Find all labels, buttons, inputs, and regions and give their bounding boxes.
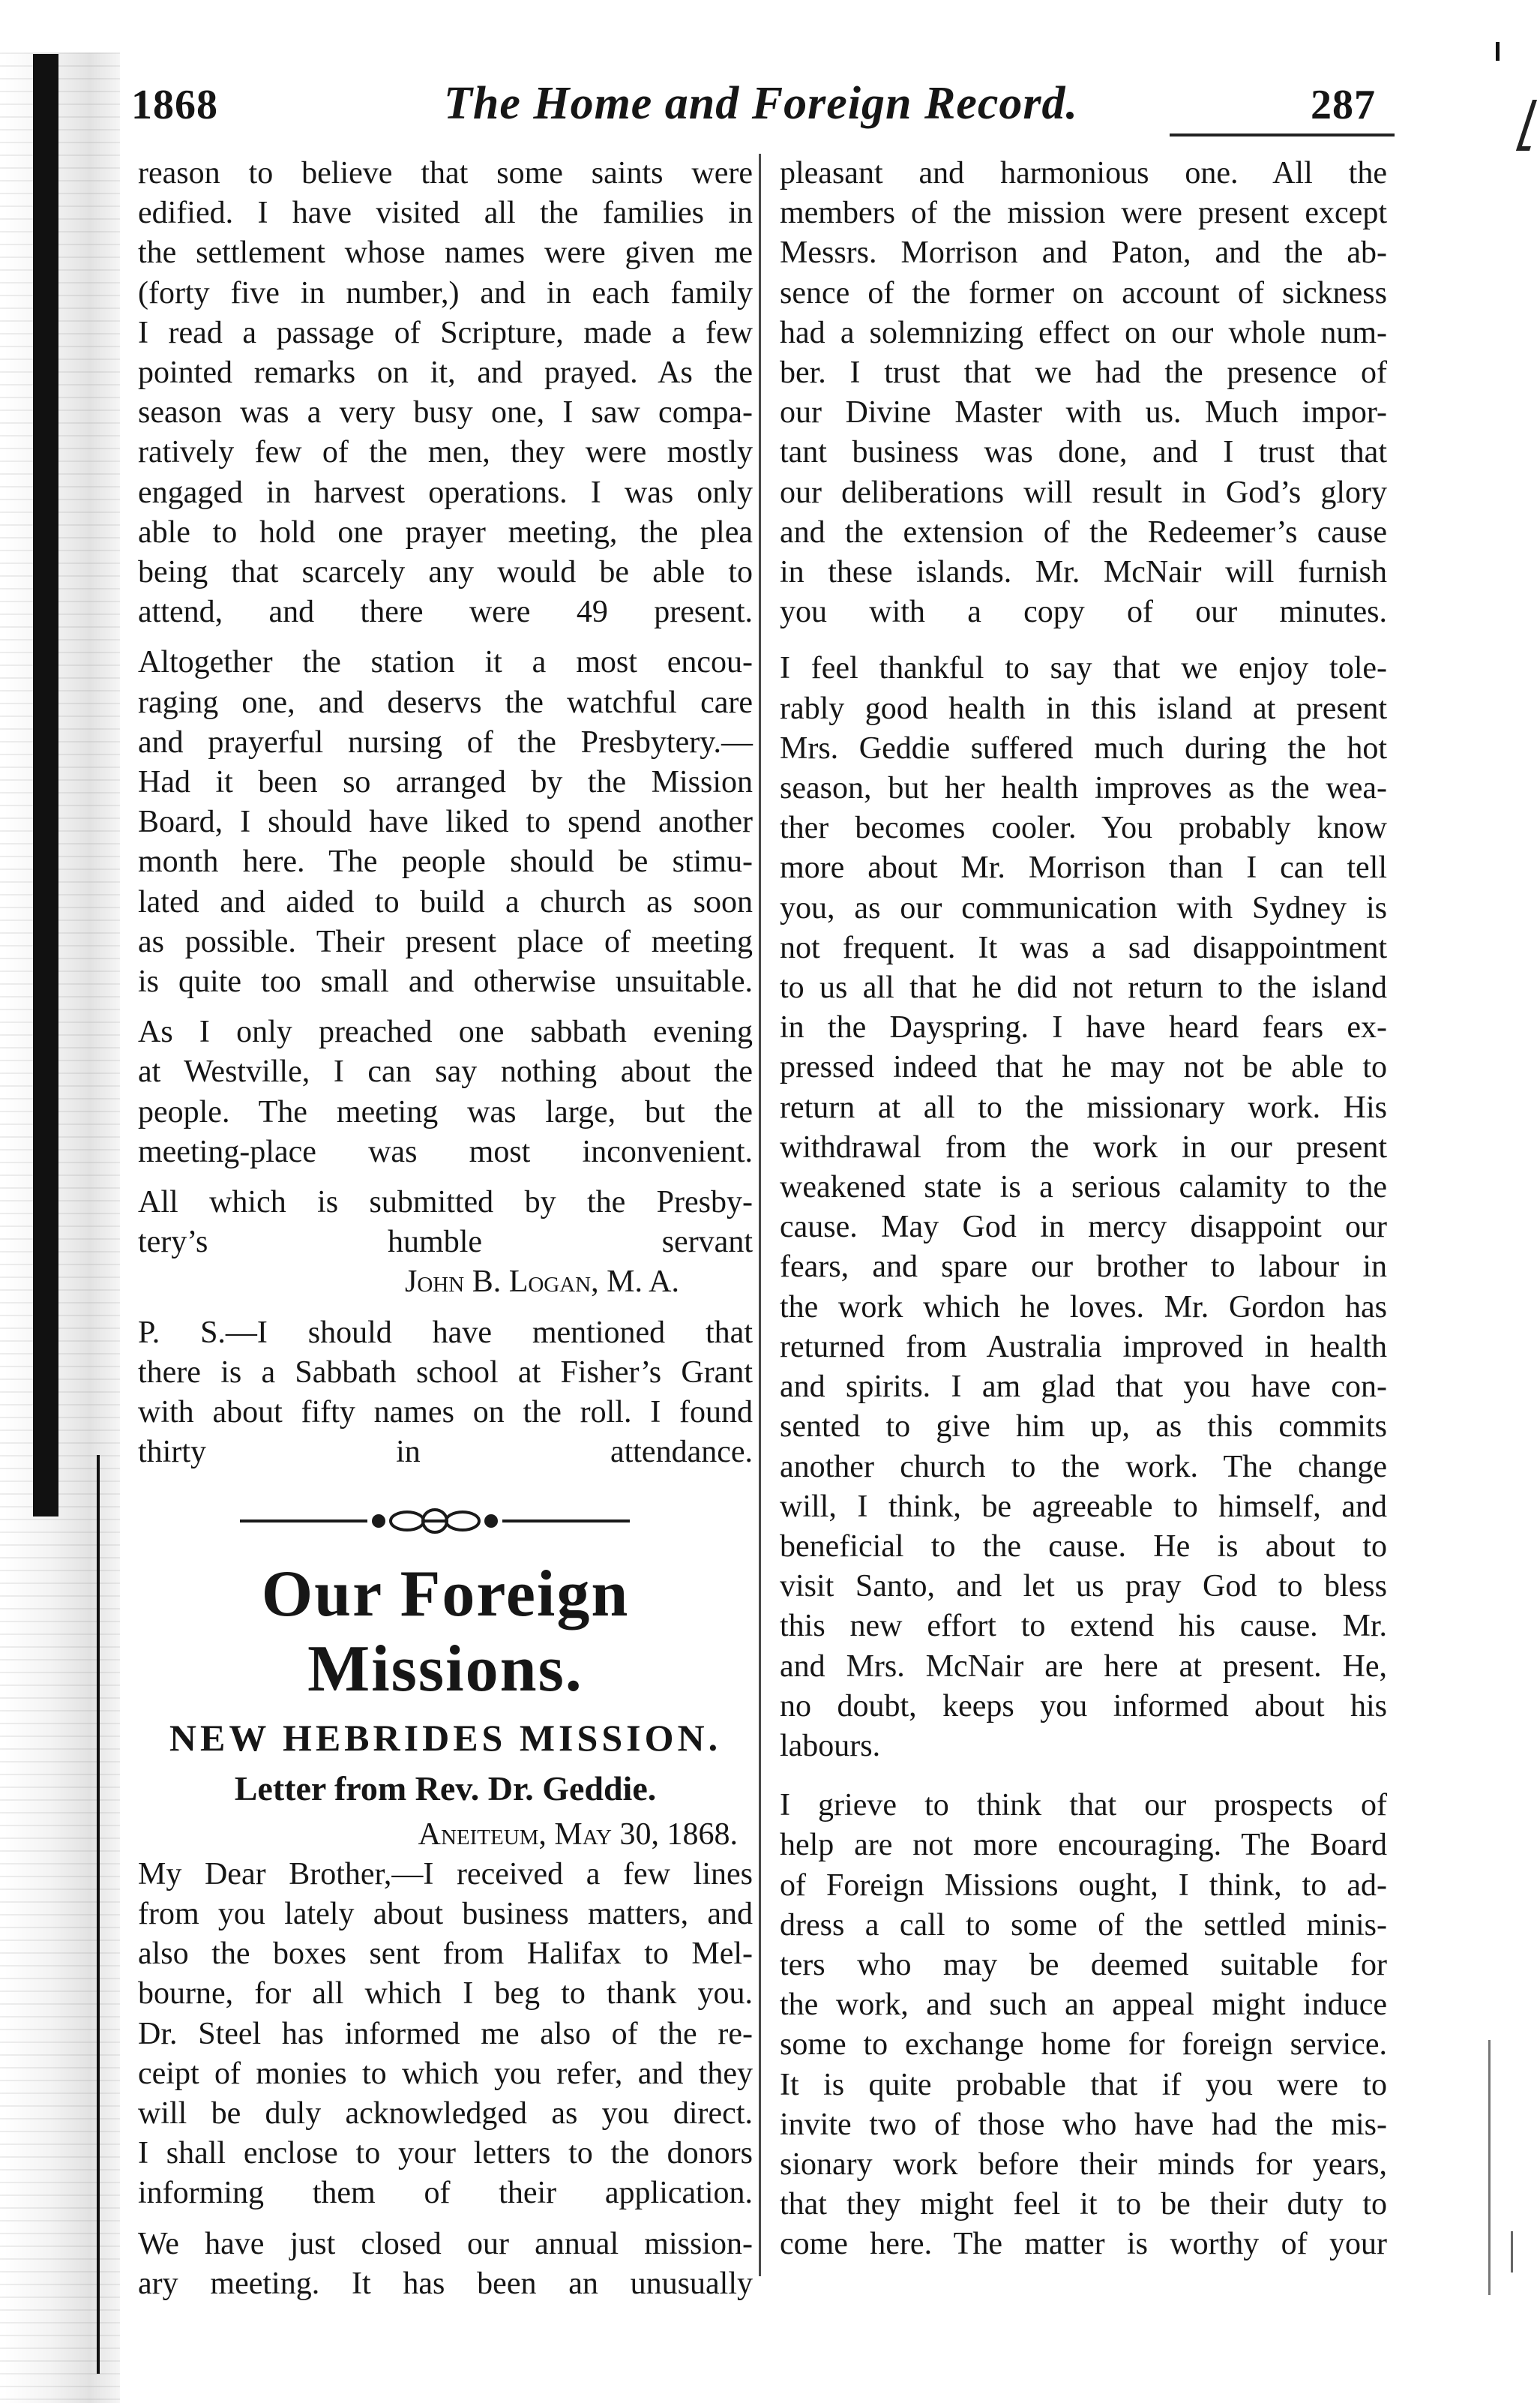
right-paragraph-3 — [780, 1786, 1387, 2264]
right-spacer-2 — [780, 1766, 1387, 1786]
left-p2-line-3: and prayerful nursing of the Presbytery.— — [138, 724, 753, 760]
left-paragraph-1 — [138, 154, 753, 632]
left-paragraph-5 — [138, 1313, 753, 1473]
header-page-number: 287 — [1311, 82, 1376, 128]
header-mark-icon — [1516, 100, 1540, 151]
right-p3-line-2: help are not more encouraging. The Board — [780, 1828, 1387, 1863]
left-p3-line-4: meeting-place was most inconvenient. — [138, 1134, 753, 1169]
right-p2-line-19: and spirits. I am glad that you have con- — [780, 1370, 1387, 1405]
left-spacer-1 — [138, 632, 753, 643]
right-p1-line-3: Messrs. Morrison and Paton, and the ab- — [780, 236, 1387, 271]
right-p2-line-24: visit Santo, and let us pray God to bless — [780, 1569, 1387, 1604]
right-p2-line-10: in the Dayspring. I have heard fears ex- — [780, 1010, 1387, 1046]
left-p5-line-3: with about fifty names on the roll. I found — [138, 1395, 753, 1430]
left-p2-line-5: Board, I should have liked to spend another — [138, 805, 753, 840]
left-column — [138, 154, 753, 2304]
right-p3-line-1: I grieve to think that our prospects of — [780, 1788, 1387, 1823]
right-p2-line-18: returned from Australia improved in health — [780, 1329, 1387, 1364]
left-p3-line-2: at Westville, I can say nothing about the — [138, 1054, 753, 1090]
left-p1-line-8: ratively few of the men, they were mostly — [138, 435, 753, 470]
right-p3-line-8: It is quite probable that if you were to — [780, 2067, 1387, 2102]
section-title: Our Foreign Missions. — [261, 1557, 630, 1706]
right-p1-line-10: and the extension of the Redeemer’s cause — [780, 514, 1387, 550]
right-p2-line-17: the work which he loves. Mr. Gordon has — [780, 1289, 1387, 1324]
right-p3-line-10: sionary work before their minds for years, — [780, 2146, 1387, 2182]
left-p6-line-1: My Dear Brother,—I received a few lines — [138, 1856, 753, 1892]
right-p2-line-22: will, I think, be agreeable to himself, and — [780, 1489, 1387, 1524]
right-p1-line-4: sence of the former on account of sickness — [780, 275, 1387, 310]
left-p1-line-12: attend, and there were 49 present. — [138, 595, 753, 630]
left-p2-line-6: month here. The people should be stimu- — [138, 844, 753, 880]
left-p1-line-5: I read a passage of Scripture, made a few — [138, 315, 753, 350]
left-p2-line-4: Had it been so arranged by the Mission — [138, 765, 753, 800]
ornament-divider-icon — [240, 1504, 630, 1538]
left-p2-line-8: as possible. Their present place of meeting — [138, 924, 753, 959]
left-p5-line-1: P. S.—I should have mentioned that — [138, 1315, 753, 1350]
left-p6-line-2: from you lately about business matters, and — [138, 1896, 753, 1931]
right-p1-line-5: had a solemnizing effect on our whole num- — [780, 315, 1387, 350]
right-p2-line-2: rably good health in this island at present — [780, 691, 1387, 726]
left-p5-line-2: there is a Sabbath school at Fisher’s Grant — [138, 1354, 753, 1390]
left-p1-line-9: engaged in harvest operations. I was only — [138, 475, 753, 510]
right-p3-line-6: the work, and such an appeal might induce — [780, 1988, 1387, 2023]
left-p3-line-1: As I only preached one sabbath evening — [138, 1015, 753, 1050]
right-p3-line-3: of Foreign Missions ought, I think, to ad- — [780, 1868, 1387, 1903]
right-p3-line-12: come here. The matter is worthy of your — [780, 2227, 1387, 2262]
right-p3-line-9: invite two of those who have had the mis- — [780, 2107, 1387, 2142]
signature: John B. Logan, M. A. — [405, 1264, 679, 1300]
right-p2-line-27: no doubt, keeps you informed about his — [780, 1688, 1387, 1724]
right-p2-line-25: this new effort to extend his cause. Mr. — [780, 1609, 1387, 1644]
section-ornament — [138, 1502, 753, 1544]
right-p2-line-15: cause. May God in mercy disappoint our — [780, 1210, 1387, 1245]
page-binding-shadow — [0, 52, 120, 2403]
right-p2-line-7: you, as our communication with Sydney is — [780, 890, 1387, 926]
right-p2-line-5: ther becomes cooler. You probably know — [780, 811, 1387, 846]
letter-title: Letter from Rev. Dr. Geddie. — [234, 1768, 657, 1808]
header-year: 1868 — [131, 82, 218, 128]
left-p2-line-9: is quite too small and otherwise unsuitable. — [138, 964, 753, 1000]
left-p6-line-4: bourne, for all which I beg to thank you. — [138, 1976, 753, 2012]
left-p6-line-8: I shall enclose to your letters to the donors — [138, 2136, 753, 2171]
mission-heading: NEW HEBRIDES MISSION. — [169, 1716, 722, 1759]
left-p6-line-9: informing them of their application. — [138, 2176, 753, 2211]
left-p1-line-7: season was a very busy one, I saw compa- — [138, 395, 753, 430]
right-p2-line-20: sented to give him up, as this commits — [780, 1409, 1387, 1444]
right-p1-line-9: our deliberations will result in God’s glory — [780, 475, 1387, 510]
right-p1-line-2: members of the mission were present except — [780, 196, 1387, 231]
edge-mark-right-1 — [1488, 2040, 1491, 2295]
left-spacer-2 — [138, 1002, 753, 1012]
right-p1-line-11: in these islands. Mr. McNair will furnish — [780, 555, 1387, 590]
left-p6-line-5: Dr. Steel has informed me also of the re- — [138, 2016, 753, 2051]
right-p2-line-6: more about Mr. Morrison than I can tell — [780, 850, 1387, 886]
right-p2-line-16: fears, and spare our brother to labour in — [780, 1250, 1387, 1285]
left-p7-line-2: ary meeting. It has been an unusually — [138, 2266, 753, 2301]
right-p2-line-28: labours. — [780, 1728, 881, 1763]
edge-mark-right-2 — [1511, 2231, 1513, 2272]
left-p2-line-2: raging one, and deservs the watchful care — [138, 685, 753, 720]
right-column — [780, 154, 1387, 2265]
left-paragraph-4 — [138, 1183, 753, 1262]
right-p1-line-12: you with a copy of our minutes. — [780, 595, 1387, 630]
right-p1-line-6: ber. I trust that we had the presence of — [780, 356, 1387, 391]
left-spacer-5 — [138, 2214, 753, 2224]
right-spacer-1 — [780, 632, 1387, 649]
left-p1-line-11: being that scarcely any would be able to — [138, 555, 753, 590]
left-p1-line-1: reason to believe that some saints were — [138, 156, 753, 190]
header-masthead: The Home and Foreign Record. — [443, 78, 1079, 129]
right-p2-line-9: to us all that he did not return to the island — [780, 970, 1387, 1006]
left-p7-line-1: We have just closed our annual mission- — [138, 2226, 753, 2261]
right-paragraph-2 — [780, 649, 1387, 1766]
column-divider — [759, 154, 761, 2276]
left-p4-line-2: tery’s humble servant — [138, 1225, 753, 1260]
left-p2-line-1: Altogether the station it a most encou- — [138, 645, 753, 680]
right-p3-line-4: dress a call to some of the settled minis- — [780, 1907, 1387, 1942]
left-p4-line-1: All which is submitted by the Presby- — [138, 1185, 753, 1220]
right-p2-line-1: I feel thankful to say that we enjoy tole- — [780, 651, 1387, 686]
left-spacer-4 — [138, 1303, 753, 1313]
right-p2-line-26: and Mrs. McNair are here at present. He, — [780, 1648, 1387, 1684]
right-p1-line-8: tant business was done, and I trust that — [780, 435, 1387, 470]
left-p1-line-6: pointed remarks on it, and prayed. As the — [138, 356, 753, 391]
right-p2-line-12: return at all to the missionary work. His — [780, 1090, 1387, 1125]
left-spacer-3 — [138, 1172, 753, 1183]
right-p2-line-8: not frequent. It was a sad disappointment — [780, 930, 1387, 965]
left-p3-line-3: people. The meeting was large, but the — [138, 1094, 753, 1130]
letter-place-date: Aneiteum, May 30, 1868. — [418, 1816, 738, 1852]
left-paragraph-3 — [138, 1012, 753, 1172]
right-p3-line-5: ters who may be deemed suitable for — [780, 1947, 1387, 1982]
left-p5-line-4: thirty in attendance. — [138, 1435, 753, 1470]
left-p6-line-6: ceipt of monies to which you refer, and they — [138, 2056, 753, 2091]
left-p1-line-3: the settlement whose names were given me — [138, 236, 753, 271]
left-p6-line-7: will be duly acknowledged as you direct. — [138, 2096, 753, 2131]
right-p2-line-11: pressed indeed that he may not be able to — [780, 1050, 1387, 1085]
right-p2-line-3: Mrs. Geddie suffered much during the hot — [780, 730, 1387, 766]
right-p2-line-13: withdrawal from the work in our present — [780, 1130, 1387, 1165]
right-paragraph-1 — [780, 154, 1387, 632]
left-paragraph-6 — [138, 1855, 753, 2214]
right-p2-line-23: beneficial to the cause. He is about to — [780, 1528, 1387, 1564]
right-p1-line-1: pleasant and harmonious one. All the — [780, 156, 1387, 190]
left-paragraph-2 — [138, 643, 753, 1002]
right-p1-line-7: our Divine Master with us. Much impor- — [780, 395, 1387, 430]
right-p3-line-11: that they might feel it to be their duty to — [780, 2187, 1387, 2222]
left-p1-line-4: (forty five in number,) and in each family — [138, 275, 753, 310]
right-p2-line-14: weakened state is a serious calamity to the — [780, 1170, 1387, 1205]
binding-dark-edge — [33, 54, 58, 1516]
binding-rule — [97, 1455, 100, 2374]
left-p1-line-10: able to hold one prayer meeting, the plea — [138, 514, 753, 550]
left-paragraph-7 — [138, 2224, 753, 2304]
right-p2-line-21: another church to the work. The change — [780, 1449, 1387, 1484]
right-p2-line-4: season, but her health improves as the wea- — [780, 771, 1387, 806]
left-p6-line-3: also the boxes sent from Halifax to Mel- — [138, 1936, 753, 1972]
edge-mark-top-right — [1496, 42, 1500, 61]
header-rule — [1170, 134, 1395, 136]
right-p3-line-7: some to exchange home for foreign service. — [780, 2027, 1387, 2062]
left-p1-line-2: edified. I have visited all the families in — [138, 196, 753, 231]
left-p2-line-7: lated and aided to build a church as soon — [138, 884, 753, 920]
